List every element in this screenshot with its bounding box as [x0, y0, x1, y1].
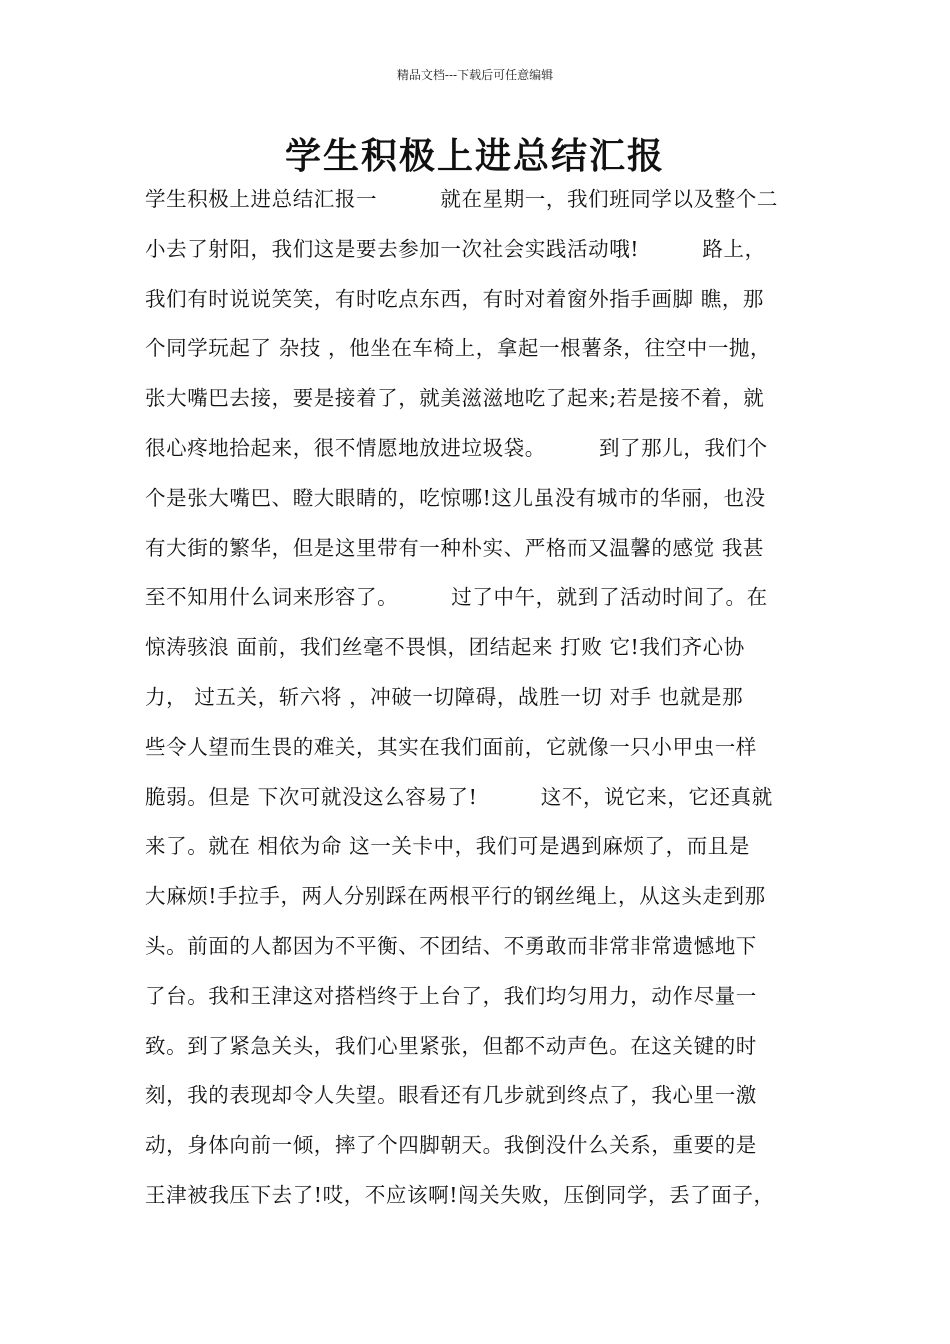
body-line: 至不知用什么词来形容了。 过了中午，就到了活动时间了。在 — [145, 585, 768, 610]
body-line: 个同学玩起了 杂技 ，他坐在车椅上，拿起一根薯条，往空中一抛， — [145, 336, 772, 361]
body-line: 小去了射阳，我们这是要去参加一次社会实践活动哦! 路上， — [145, 236, 766, 261]
page-header-note: 精品文档---下载后可任意编辑 — [396, 68, 554, 82]
body-line: 有大街的繁华，但是这里带有一种朴实、严格而又温馨的感觉 我甚 — [145, 535, 765, 560]
body-line: 来了。就在 相依为命 这一关卡中，我们可是遇到麻烦了，而且是 — [145, 834, 751, 859]
body-line: 个是张大嘴巴、瞪大眼睛的，吃惊哪!这儿虽没有城市的华丽，也没 — [145, 485, 766, 510]
body-line: 王津被我压下去了!哎，不应该啊!闯关失败，压倒同学，丢了面子， — [145, 1182, 775, 1207]
body-line: 很心疼地拾起来，很不情愿地放进垃圾袋。 到了那儿，我们个 — [145, 435, 768, 460]
document-body — [145, 179, 825, 1225]
body-line: 大麻烦!手拉手，两人分别踩在两根平行的钢丝绳上，从这头走到那 — [145, 884, 766, 909]
body-line: 脆弱。但是 下次可就没这么容易了! 这不，说它来，它还真就 — [145, 784, 773, 809]
body-line: 张大嘴巴去接，要是接着了，就美滋滋地吃了起来;若是接不着，就 — [145, 386, 765, 411]
body-line: 动，身体向前一倾，摔了个四脚朝天。我倒没什么关系，重要的是 — [145, 1133, 757, 1158]
body-line: 了台。我和王津这对搭档终于上台了，我们均匀用力，动作尽量一 — [145, 983, 757, 1008]
body-line: 学生积极上进总结汇报一 就在星期一，我们班同学以及整个二 — [145, 187, 778, 211]
body-line: 刻，我的表现却令人失望。眼看还有几步就到终点了，我心里一激 — [145, 1083, 757, 1108]
body-line: 力， 过五关，斩六将 ，冲破一切障碍，战胜一切 对手 也就是那 — [145, 684, 744, 709]
body-line: 我们有时说说笑笑，有时吃点东西，有时对着窗外指手画脚 瞧，那 — [145, 286, 765, 311]
body-line: 些令人望而生畏的难关，其实在我们面前，它就像一只小甲虫一样 — [145, 734, 757, 759]
body-line: 头。前面的人都因为不平衡、不团结、不勇敢而非常非常遗憾地下 — [145, 933, 757, 958]
body-line: 惊涛骇浪 面前，我们丝毫不畏惧，团结起来 打败 它!我们齐心协 — [145, 635, 745, 660]
body-line: 致。到了紧急关头，我们心里紧张，但都不动声色。在这关键的时 — [145, 1033, 757, 1058]
document-title: 学生积极上进总结汇报 — [284, 135, 665, 177]
